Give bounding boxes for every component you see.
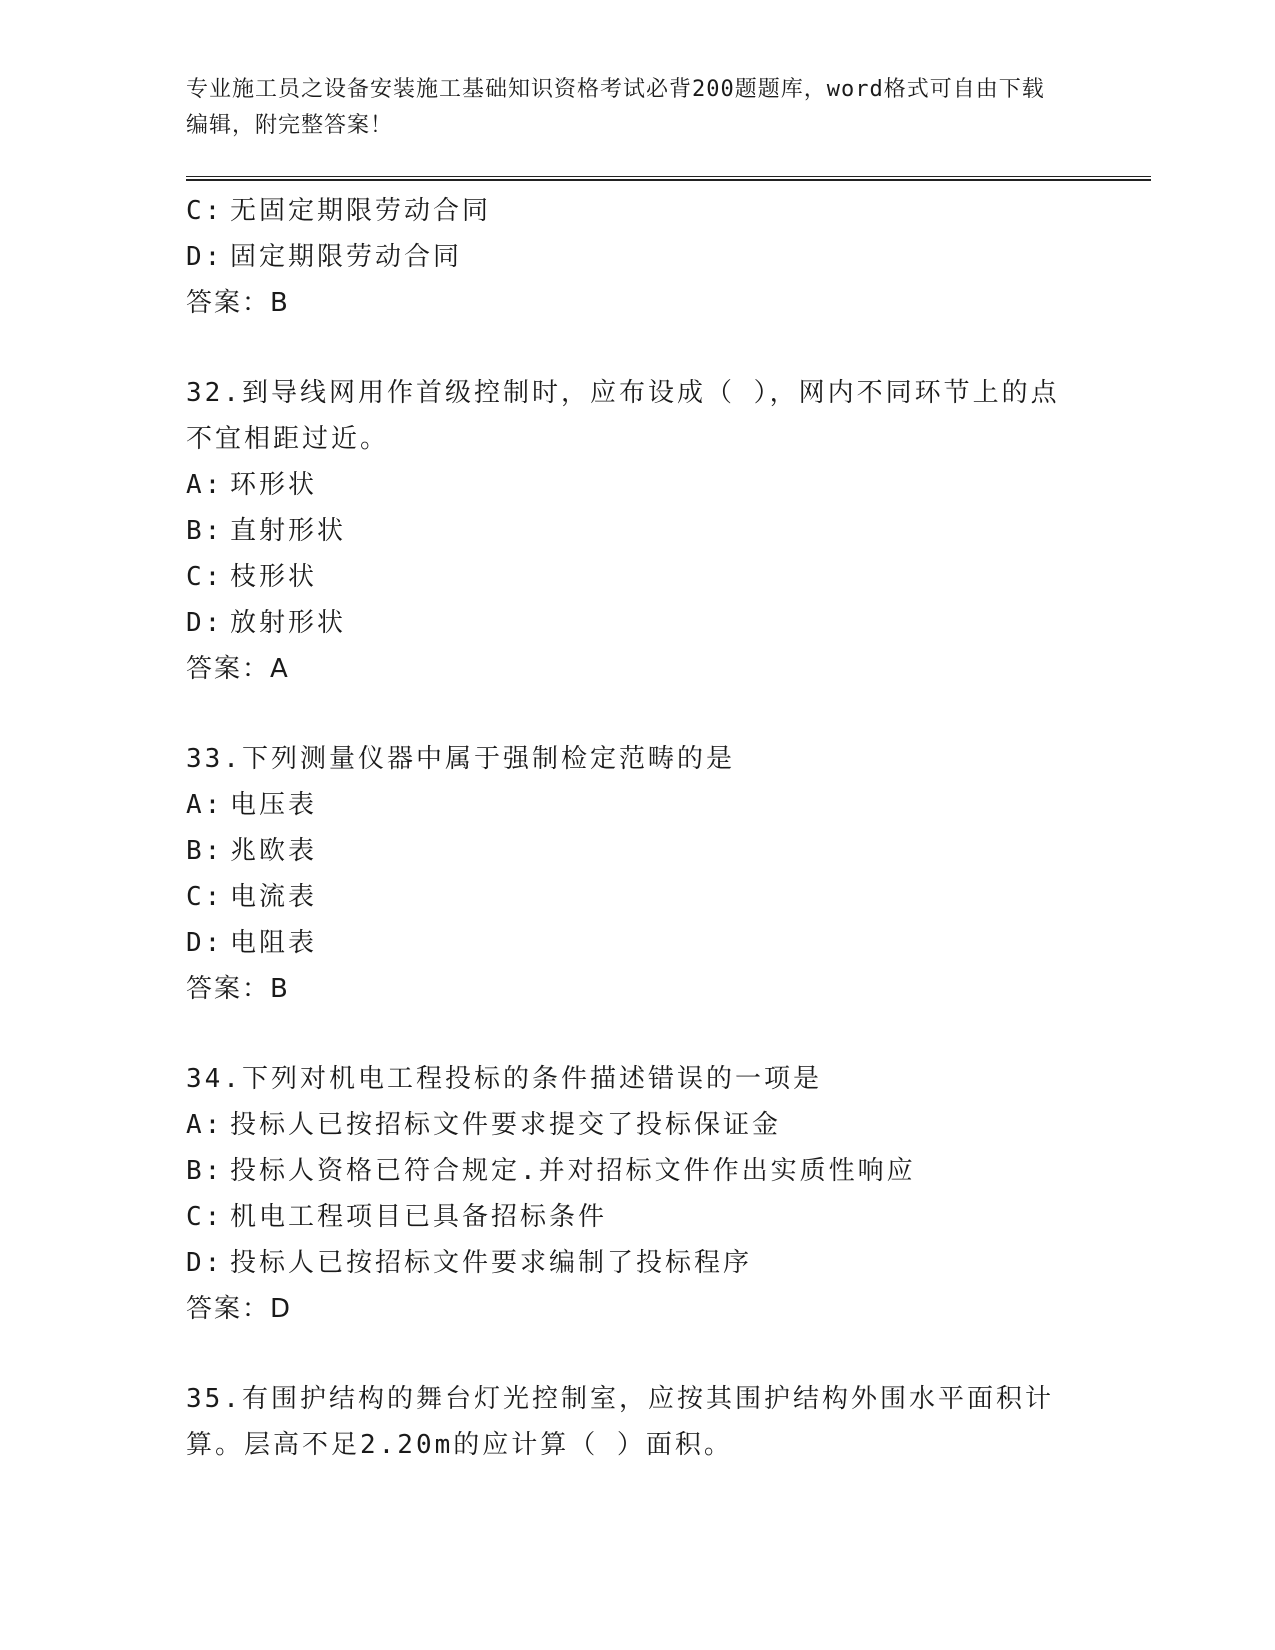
answer: 答案：B (186, 974, 290, 1004)
option-letter: D: (186, 242, 224, 272)
header-rule-thick (186, 179, 1151, 181)
question-content (186, 188, 1086, 1468)
option-text: 电阻表 (230, 928, 318, 958)
answer: 答案：D (186, 1294, 293, 1324)
option-text: 无固定期限劳动合同 (230, 196, 492, 226)
option-c (186, 1194, 1086, 1240)
option-text: 电流表 (230, 882, 318, 912)
option-a (186, 1102, 1086, 1148)
option-letter: C: (186, 562, 224, 592)
option-b (186, 828, 1086, 874)
option-letter: A: (186, 1110, 224, 1140)
option-letter: B: (186, 1156, 224, 1186)
option-text: 固定期限劳动合同 (230, 242, 463, 272)
option-text: 投标人已按招标文件要求编制了投标程序 (230, 1248, 753, 1278)
option-letter: C: (186, 196, 224, 226)
option-letter: A: (186, 470, 224, 500)
option-d (186, 234, 1086, 280)
option-b (186, 1148, 1086, 1194)
option-b (186, 508, 1086, 554)
header-rule-thin (186, 176, 1151, 177)
option-letter: D: (186, 608, 224, 638)
question-text: 35.有围护结构的舞台灯光控制室，应按其围护结构外围水平面积计算。层高不足2.20m的应计算（ ）面积。 (186, 1384, 1054, 1460)
answer: 答案：A (186, 654, 290, 684)
option-letter: D: (186, 928, 224, 958)
option-a (186, 462, 1086, 508)
option-letter: D: (186, 1248, 224, 1278)
option-text: 环形状 (230, 470, 318, 500)
answer: 答案：B (186, 288, 290, 318)
option-c (186, 188, 1086, 234)
option-text: 电压表 (230, 790, 318, 820)
option-letter: C: (186, 882, 224, 912)
option-text: 机电工程项目已具备招标条件 (230, 1202, 608, 1232)
option-letter: B: (186, 516, 224, 546)
option-letter: B: (186, 836, 224, 866)
option-text: 枝形状 (230, 562, 318, 592)
question-33 (186, 736, 1086, 1012)
option-c (186, 554, 1086, 600)
option-text: 直射形状 (230, 516, 347, 546)
option-letter: C: (186, 1202, 224, 1232)
option-c (186, 874, 1086, 920)
question-text: 33.下列测量仪器中属于强制检定范畴的是 (186, 744, 735, 774)
option-d (186, 600, 1086, 646)
option-text: 放射形状 (230, 608, 347, 638)
document-header: 专业施工员之设备安装施工基础知识资格考试必背200题题库，word格式可自由下载编辑，附完整答案！ (186, 77, 1045, 138)
question-text: 32.到导线网用作首级控制时，应布设成（ ），网内不同环节上的点不宜相距过近。 (186, 378, 1060, 454)
option-text: 投标人资格已符合规定.并对招标文件作出实质性响应 (230, 1156, 916, 1186)
option-d (186, 1240, 1086, 1286)
question-35 (186, 1376, 1086, 1468)
question-32 (186, 370, 1086, 692)
option-text: 投标人已按招标文件要求提交了投标保证金 (230, 1110, 782, 1140)
option-letter: A: (186, 790, 224, 820)
option-a (186, 782, 1086, 828)
option-text: 兆欧表 (230, 836, 318, 866)
option-d (186, 920, 1086, 966)
question-31-continuation (186, 188, 1086, 326)
question-34 (186, 1056, 1086, 1332)
question-text: 34.下列对机电工程投标的条件描述错误的一项是 (186, 1064, 822, 1094)
